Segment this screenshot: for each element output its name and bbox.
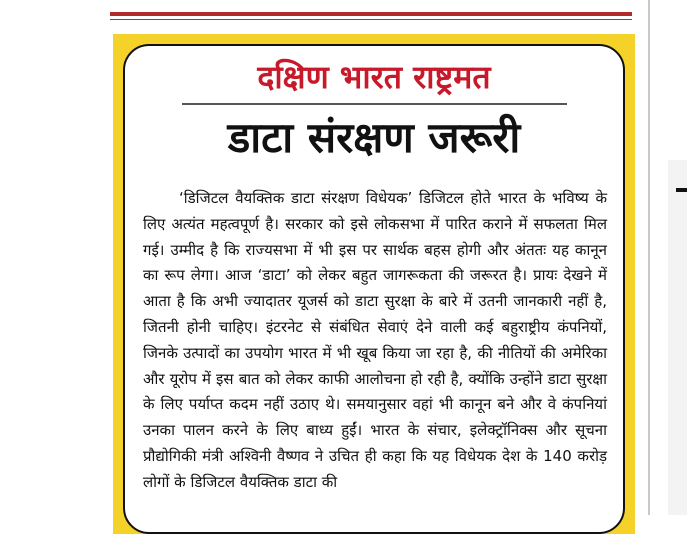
- column-divider: [648, 0, 650, 515]
- adjacent-column-edge: [668, 160, 687, 515]
- article-body: ‘डिजिटल वैयक्तिक डाटा संरक्षण विधेयक’ डिजिटल होते भारत के भविष्य के लिए अत्यंत महत्वपूर्ण है। सरकार को इसे लोकसभा में पारित कराने में सफलता मिल गई। उम्मीद है कि राज्यसभा में भी इस पर सार्थक बहस होगी और अंततः यह कानून का रूप लेगा। आज ‘डाटा’ को लेकर बहुत जागरूकता की जरूरत है। प्रायः देखने में आता है कि अभी ज्यादातर यूजर्स को डाटा सुरक्षा के बारे में उतनी जानकारी नहीं है, जितनी होनी चाहिए। इंटरनेट से संबंधित सेवाएं देने वाली कई बहुराष्ट्रीय कंपनियों, जिनके उत्पादों का उपयोग भारत में भी खूब किया जा रहा है, की नीतियों की अमेरिका और यूरोप में इस बात को लेकर काफी आलोचना हो रही है, क्योंकि उन्होंने डाटा सुरक्षा के लिए पर्याप्त कदम नहीं उठाए थे। समयानुसार वहां भी कानून बने और वे कंपनियां उनका पालन करने के लिए बाध्य हुईं। भारत के संचार, इलेक्ट्रॉनिक्स और सूचना प्रौद्योगिकी मंत्री अश्विनी वैष्णव ने उचित ही कहा कि यह विधेयक देश के 140 करोड़ लोगों के डिजिटल वैयक्तिक डाटा की: [143, 189, 607, 491]
- masthead: दक्षिण भारत राष्ट्रमत: [257, 58, 491, 96]
- headline: डाटा संरक्षण जरूरी: [227, 113, 521, 162]
- masthead-rule: [182, 103, 567, 105]
- article-card: [123, 44, 625, 534]
- top-rule: [110, 12, 632, 16]
- top-rule-thin: [110, 19, 632, 20]
- adjacent-column-mark: [676, 188, 687, 192]
